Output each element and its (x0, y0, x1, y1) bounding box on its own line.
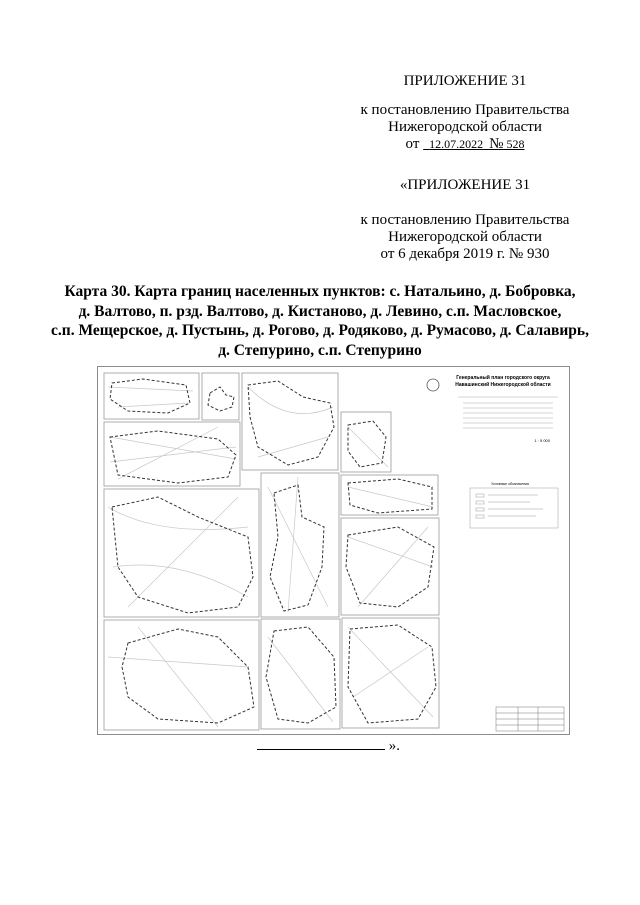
boundary-pustyn (346, 527, 434, 607)
closing-mark: ». (388, 738, 400, 754)
boundary-natalino (112, 497, 253, 613)
map-panel (242, 373, 338, 470)
map-title (40, 282, 600, 360)
boundary-levino (110, 431, 236, 483)
resolution-date (423, 137, 489, 151)
title-line-3: с.п. Мещерское, д. Пустынь, д. Рогово, д. Родяково, д. Румасово, д. Салавирь, (51, 322, 589, 339)
coat-of-arms-icon (427, 379, 439, 391)
map-heading-line2: Навашинский Нижегородской области (455, 382, 551, 388)
settlement-boundary-map (97, 366, 570, 735)
boundary-bobrovka (110, 379, 190, 413)
number-sign: № (489, 136, 504, 152)
boundary-meshcherskoe (270, 485, 324, 611)
boundary-rodyakovo (266, 627, 336, 723)
drawing-stamp (496, 707, 564, 731)
map-panel (104, 422, 240, 486)
map-legend-area (427, 374, 564, 731)
map-panel (202, 373, 239, 420)
map-panel (261, 473, 339, 617)
closing-line (257, 737, 457, 755)
map-panel (104, 489, 259, 617)
title-line-1: Карта 30. Карта границ населенных пунктов: с. Натальино, д. Бобровка, (64, 283, 576, 300)
boundary-valtovo-rzd (208, 387, 234, 411)
map-heading-line1: Генеральный план городского округа (456, 375, 550, 381)
title-line-2: д. Валтово, п. рзд. Валтово, д. Кистаново, д. Левино, с.п. Масловское, (78, 302, 562, 320)
number-block (489, 137, 524, 151)
title-line-4: д. Степурино, с.п. Степурино (218, 341, 422, 359)
appendix-heading (330, 73, 600, 90)
map-panel (341, 412, 391, 472)
map-panel (341, 518, 439, 615)
original-resolution-reference (330, 212, 600, 263)
boundary-maslovskoe (348, 479, 432, 513)
resolution-reference (330, 102, 600, 153)
appendix-label: ПРИЛОЖЕНИЕ 31 (403, 73, 527, 89)
map-panel (342, 618, 439, 728)
original-ref-line-2: Нижегородской области (388, 229, 542, 245)
original-appendix-heading (330, 177, 600, 194)
map-panel (104, 373, 199, 419)
legend-heading: Условные обозначения (491, 482, 529, 486)
map-drawing (98, 367, 569, 734)
resolution-number: 528 (506, 137, 525, 151)
original-appendix-label: «ПРИЛОЖЕНИЕ 31 (399, 177, 531, 193)
boundary-rogovo (122, 629, 254, 723)
map-scale: 1 : 5 000 (534, 438, 550, 443)
original-ref-line-1: к постановлению Правительства (360, 212, 570, 228)
boundary-valtovo (248, 381, 334, 465)
map-panel (341, 475, 438, 515)
ref-date-line (330, 136, 600, 153)
resolution-date-value: 12.07.2022 (429, 137, 484, 151)
map-panel (104, 620, 259, 730)
date-prefix: от (405, 136, 420, 152)
boundary-kistanovo (348, 421, 386, 467)
ref-line-1: к постановлению Правительства (360, 102, 570, 118)
signature-underline (257, 737, 385, 750)
ref-line-2: Нижегородской области (388, 119, 542, 135)
original-ref-line-3: от 6 декабря 2019 г. № 930 (380, 246, 550, 262)
